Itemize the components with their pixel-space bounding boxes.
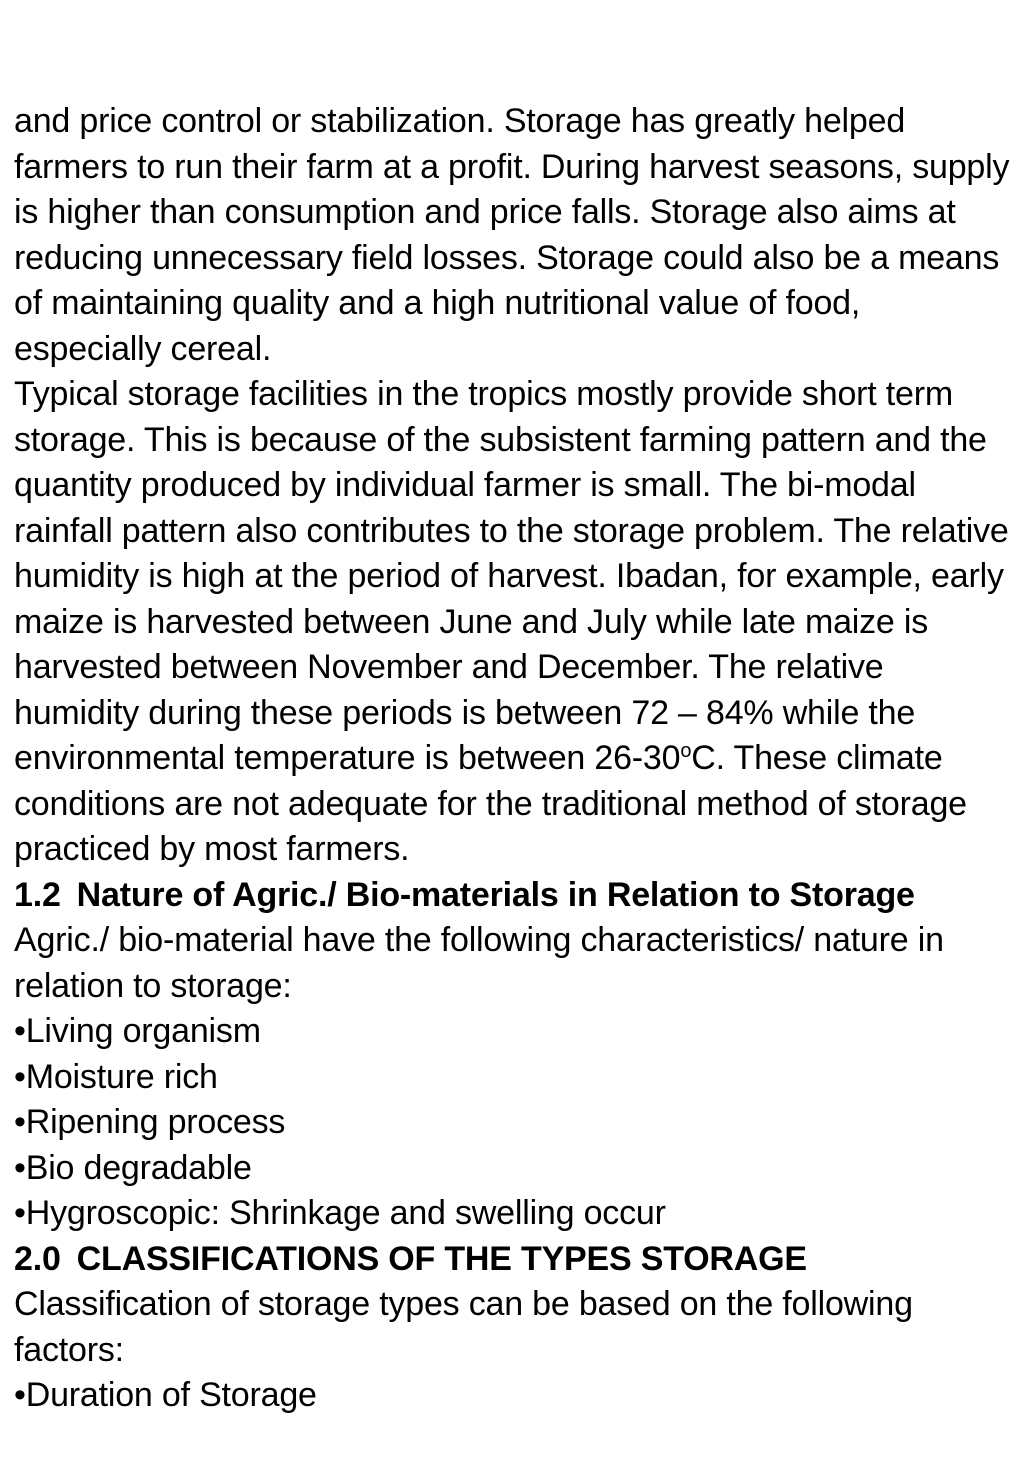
section-title: Nature of Agric./ Bio-materials in Relation to Storage: [76, 875, 915, 914]
section-intro: Agric./ bio-material have the following characteristics/ nature in relation to storage:: [14, 921, 944, 1005]
paragraph-tropical-storage-tail: C. These climate conditions are not adequate for the traditional method of storage practiced by most farmers.: [14, 739, 967, 868]
section-number: 2.0: [14, 1239, 61, 1278]
section-title: CLASSIFICATIONS OF THE TYPES STORAGE: [76, 1239, 807, 1278]
section-heading-2-0: [14, 1237, 1014, 1283]
list-item: • Moisture rich: [14, 1055, 1014, 1101]
document-page: [14, 99, 1014, 1419]
paragraph-storage-benefits: and price control or stabilization. Storage has greatly helped farmers to run their farm at a profit. During harvest seasons, supply is higher than consumption and price falls. Storage also aims at reducing unnecessary field losses. Storage could also be a means of maintaining quality and a high nutritional value of food, especially cereal.: [14, 102, 1010, 368]
degree-superscript: o: [680, 740, 692, 762]
factors-list: [14, 1373, 1014, 1419]
characteristics-list: [14, 1009, 1014, 1237]
section-heading-1-2: [14, 873, 1014, 919]
paragraph-tropical-storage: [14, 372, 1014, 873]
list-item: • Duration of Storage: [14, 1373, 1014, 1419]
list-item: • Hygroscopic: Shrinkage and swelling occur: [14, 1191, 1014, 1237]
list-item: • Living organism: [14, 1009, 1014, 1055]
list-item: • Ripening process: [14, 1100, 1014, 1146]
list-item: • Bio degradable: [14, 1146, 1014, 1192]
section-number: 1.2: [14, 875, 61, 914]
paragraph-tropical-storage-text: Typical storage facilities in the tropics mostly provide short term storage. This is because of the subsistent farming pattern and the quantity produced by individual farmer is small. The bi-modal rainfall pattern also contributes to the storage problem. The relative humidity is high at the period of harvest. Ibadan, for example, early maize is harvested between June and July while late maize is harvested between November and December. The relative humidity during these periods is between 72 – 84% while the environmental temperature is between 26-30: [14, 375, 1009, 777]
section-intro: Classification of storage types can be based on the following factors:: [14, 1285, 913, 1369]
